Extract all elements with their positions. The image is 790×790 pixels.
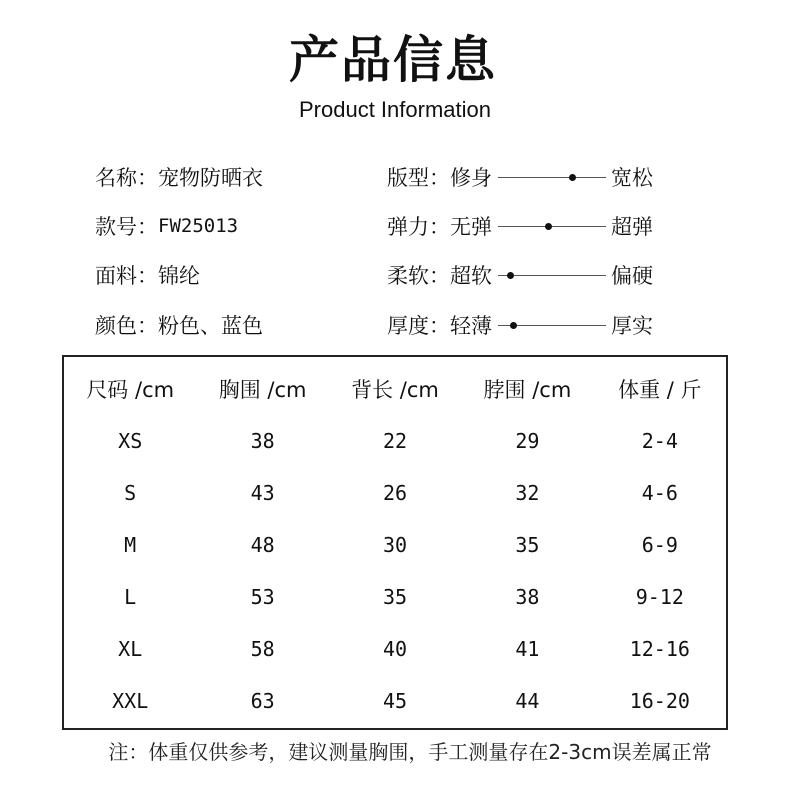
size-cell: 35 [515,533,540,557]
spec-name [95,163,263,191]
scale-right-text: 偏硬 [611,264,653,288]
size-header-cell: 体重 / 斤 [618,378,702,402]
spec-fabric [95,261,200,289]
spec-label: 名称： [95,166,158,190]
size-cell: 58 [250,637,275,661]
scale-track [498,325,606,326]
size-cell: 9-12 [635,585,684,609]
size-cell: 48 [250,533,275,557]
spec-color [95,311,263,339]
size-table-row [64,623,726,675]
page-subtitle: Product Information [299,97,491,122]
scale-left-text: 轻薄 [450,314,492,338]
size-cell: 2-4 [641,429,678,453]
size-cell: 63 [250,689,275,713]
size-cell: XL [118,637,143,661]
size-cell: M [124,533,137,557]
scale-left-text: 无弹 [450,215,492,239]
size-table [62,355,728,730]
size-cell: 43 [250,481,275,505]
size-cell: 45 [382,689,408,713]
spec-label: 颜色： [95,314,158,338]
spec-value: 锦纶 [158,264,200,288]
size-cell: 38 [250,429,275,453]
scale-fit [387,163,653,191]
size-cell: 26 [382,481,408,505]
size-table-row [64,519,726,571]
size-cell: 41 [515,637,540,661]
scale-elasticity [387,212,653,240]
scale-softness [387,261,653,289]
size-table-row [64,415,726,467]
page-title: 产品信息 [289,31,497,89]
scale-right-text: 超弹 [611,215,653,239]
size-cell: XXL [112,689,149,713]
spec-value: 宠物防晒衣 [158,166,263,190]
scale-left-text: 修身 [450,166,492,190]
size-cell: 30 [382,533,408,557]
spec-label: 面料： [95,264,158,288]
scale-label: 柔软： [387,264,450,288]
scale-indicator-dot [507,272,514,279]
size-cell: 53 [250,585,275,609]
size-cell: 29 [515,429,540,453]
size-cell: 38 [515,585,540,609]
size-table-row [64,675,726,727]
size-cell: 4-6 [641,481,678,505]
scale-track [498,177,606,178]
spec-value: 粉色、蓝色 [158,314,263,338]
size-cell: 44 [515,689,540,713]
size-cell: 32 [515,481,540,505]
size-cell: 12-16 [629,637,690,661]
size-cell: 6-9 [641,533,678,557]
size-header-cell: 背长 /cm [351,378,439,402]
size-table-header-row [64,363,726,415]
spec-model-number [95,212,238,240]
scale-label: 版型： [387,166,450,190]
scale-right-text: 宽松 [611,166,653,190]
scale-label: 厚度： [387,314,450,338]
size-table-row [64,571,726,623]
size-cell: 22 [382,429,408,453]
size-cell: S [124,481,137,505]
size-table-row [64,467,726,519]
size-cell: 16-20 [629,689,690,713]
footnote: 注：体重仅供参考，建议测量胸围，手工测量存在2-3cm误差属正常 [108,740,712,764]
scale-indicator-dot [569,174,576,181]
scale-label: 弹力： [387,215,450,239]
spec-label: 款号： [95,215,158,239]
size-header-cell: 胸围 /cm [218,378,307,402]
size-cell: 40 [382,637,408,661]
spec-value: FW25013 [158,215,239,237]
size-cell: 35 [382,585,408,609]
scale-track [498,275,606,276]
scale-indicator-dot [545,223,552,230]
scale-left-text: 超软 [450,264,492,288]
scale-indicator-dot [510,322,517,329]
size-cell: L [124,585,137,609]
scale-thickness [387,311,653,339]
size-header-cell: 尺码 /cm [86,378,175,402]
size-cell: XS [118,429,143,453]
size-header-cell: 脖围 /cm [483,378,572,402]
scale-right-text: 厚实 [611,314,653,338]
scale-track [498,226,606,227]
